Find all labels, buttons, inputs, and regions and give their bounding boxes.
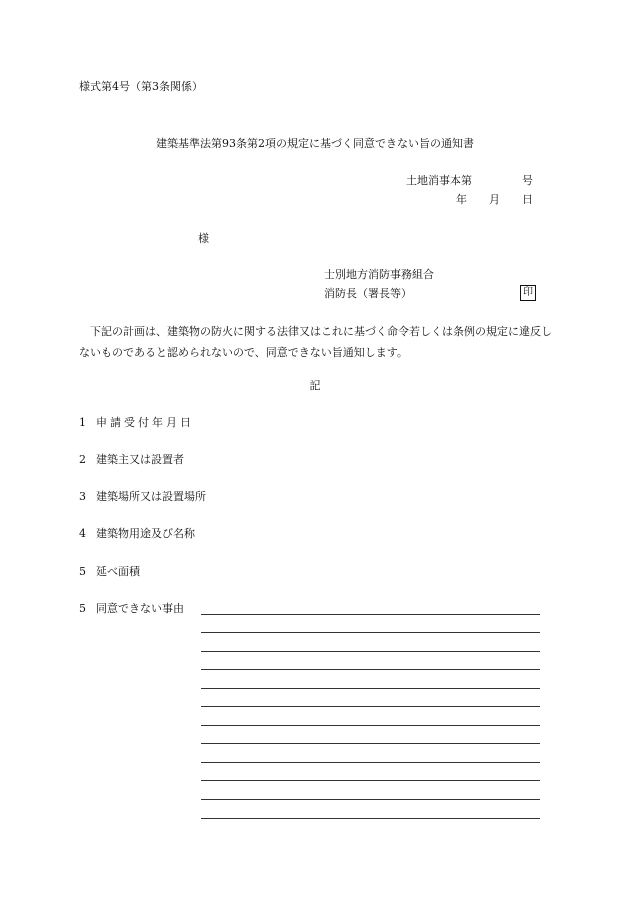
seal-mark: 印 <box>520 285 536 301</box>
item-label: 建築場所又は設置場所 <box>96 490 206 503</box>
item-label: 延べ面積 <box>96 565 140 578</box>
reason-line <box>201 743 540 744</box>
item-floor-area <box>79 565 140 579</box>
item-label: 申請受付年月日 <box>96 416 194 429</box>
reason-line <box>201 818 540 819</box>
ki-heading: 記 <box>309 379 321 392</box>
item-number: 2 <box>79 453 86 466</box>
addressee-honorific: 様 <box>198 232 209 245</box>
date-month: 月 <box>489 193 500 206</box>
issuer-title: 消防長（署長等） <box>324 287 412 300</box>
item-label: 建築物用途及び名称 <box>96 527 195 540</box>
reference-suffix: 号 <box>522 174 533 187</box>
item-reason <box>79 602 184 616</box>
reason-line <box>201 632 540 633</box>
reason-line <box>201 799 540 800</box>
reason-line <box>201 669 540 670</box>
item-number: 5 <box>79 602 86 615</box>
item-building-owner <box>79 453 184 467</box>
item-number: 4 <box>79 527 86 540</box>
form-number: 様式第4号（第3条関係） <box>79 80 203 93</box>
reason-line <box>201 688 540 689</box>
item-label: 建築主又は設置者 <box>96 453 184 466</box>
item-number: 3 <box>79 490 86 503</box>
item-number: 1 <box>79 416 86 429</box>
reason-line <box>201 762 540 763</box>
reason-line <box>201 614 540 615</box>
date-day: 日 <box>522 193 533 206</box>
item-building-location <box>79 490 206 504</box>
item-label: 同意できない事由 <box>96 602 184 615</box>
body-paragraph: 下記の計画は、建築物の防火に関する法律又はこれに基づく命令若しくは条例の規定に違反しないものであると認められないので、同意できない旨通知します。 <box>79 325 552 359</box>
date-year: 年 <box>456 193 467 206</box>
item-number: 5 <box>79 565 86 578</box>
reason-line <box>201 780 540 781</box>
reason-line <box>201 725 540 726</box>
reason-line <box>201 651 540 652</box>
issuer-organization: 士別地方消防事務組合 <box>324 268 434 281</box>
reason-line <box>201 706 540 707</box>
reference-prefix: 土地消事本第 <box>406 174 472 187</box>
item-application-date <box>79 416 194 430</box>
document-title: 建築基準法第93条第2項の規定に基づく同意できない旨の通知書 <box>156 137 474 150</box>
reference-number <box>406 174 533 188</box>
issue-date <box>456 193 533 207</box>
item-building-use <box>79 527 195 541</box>
